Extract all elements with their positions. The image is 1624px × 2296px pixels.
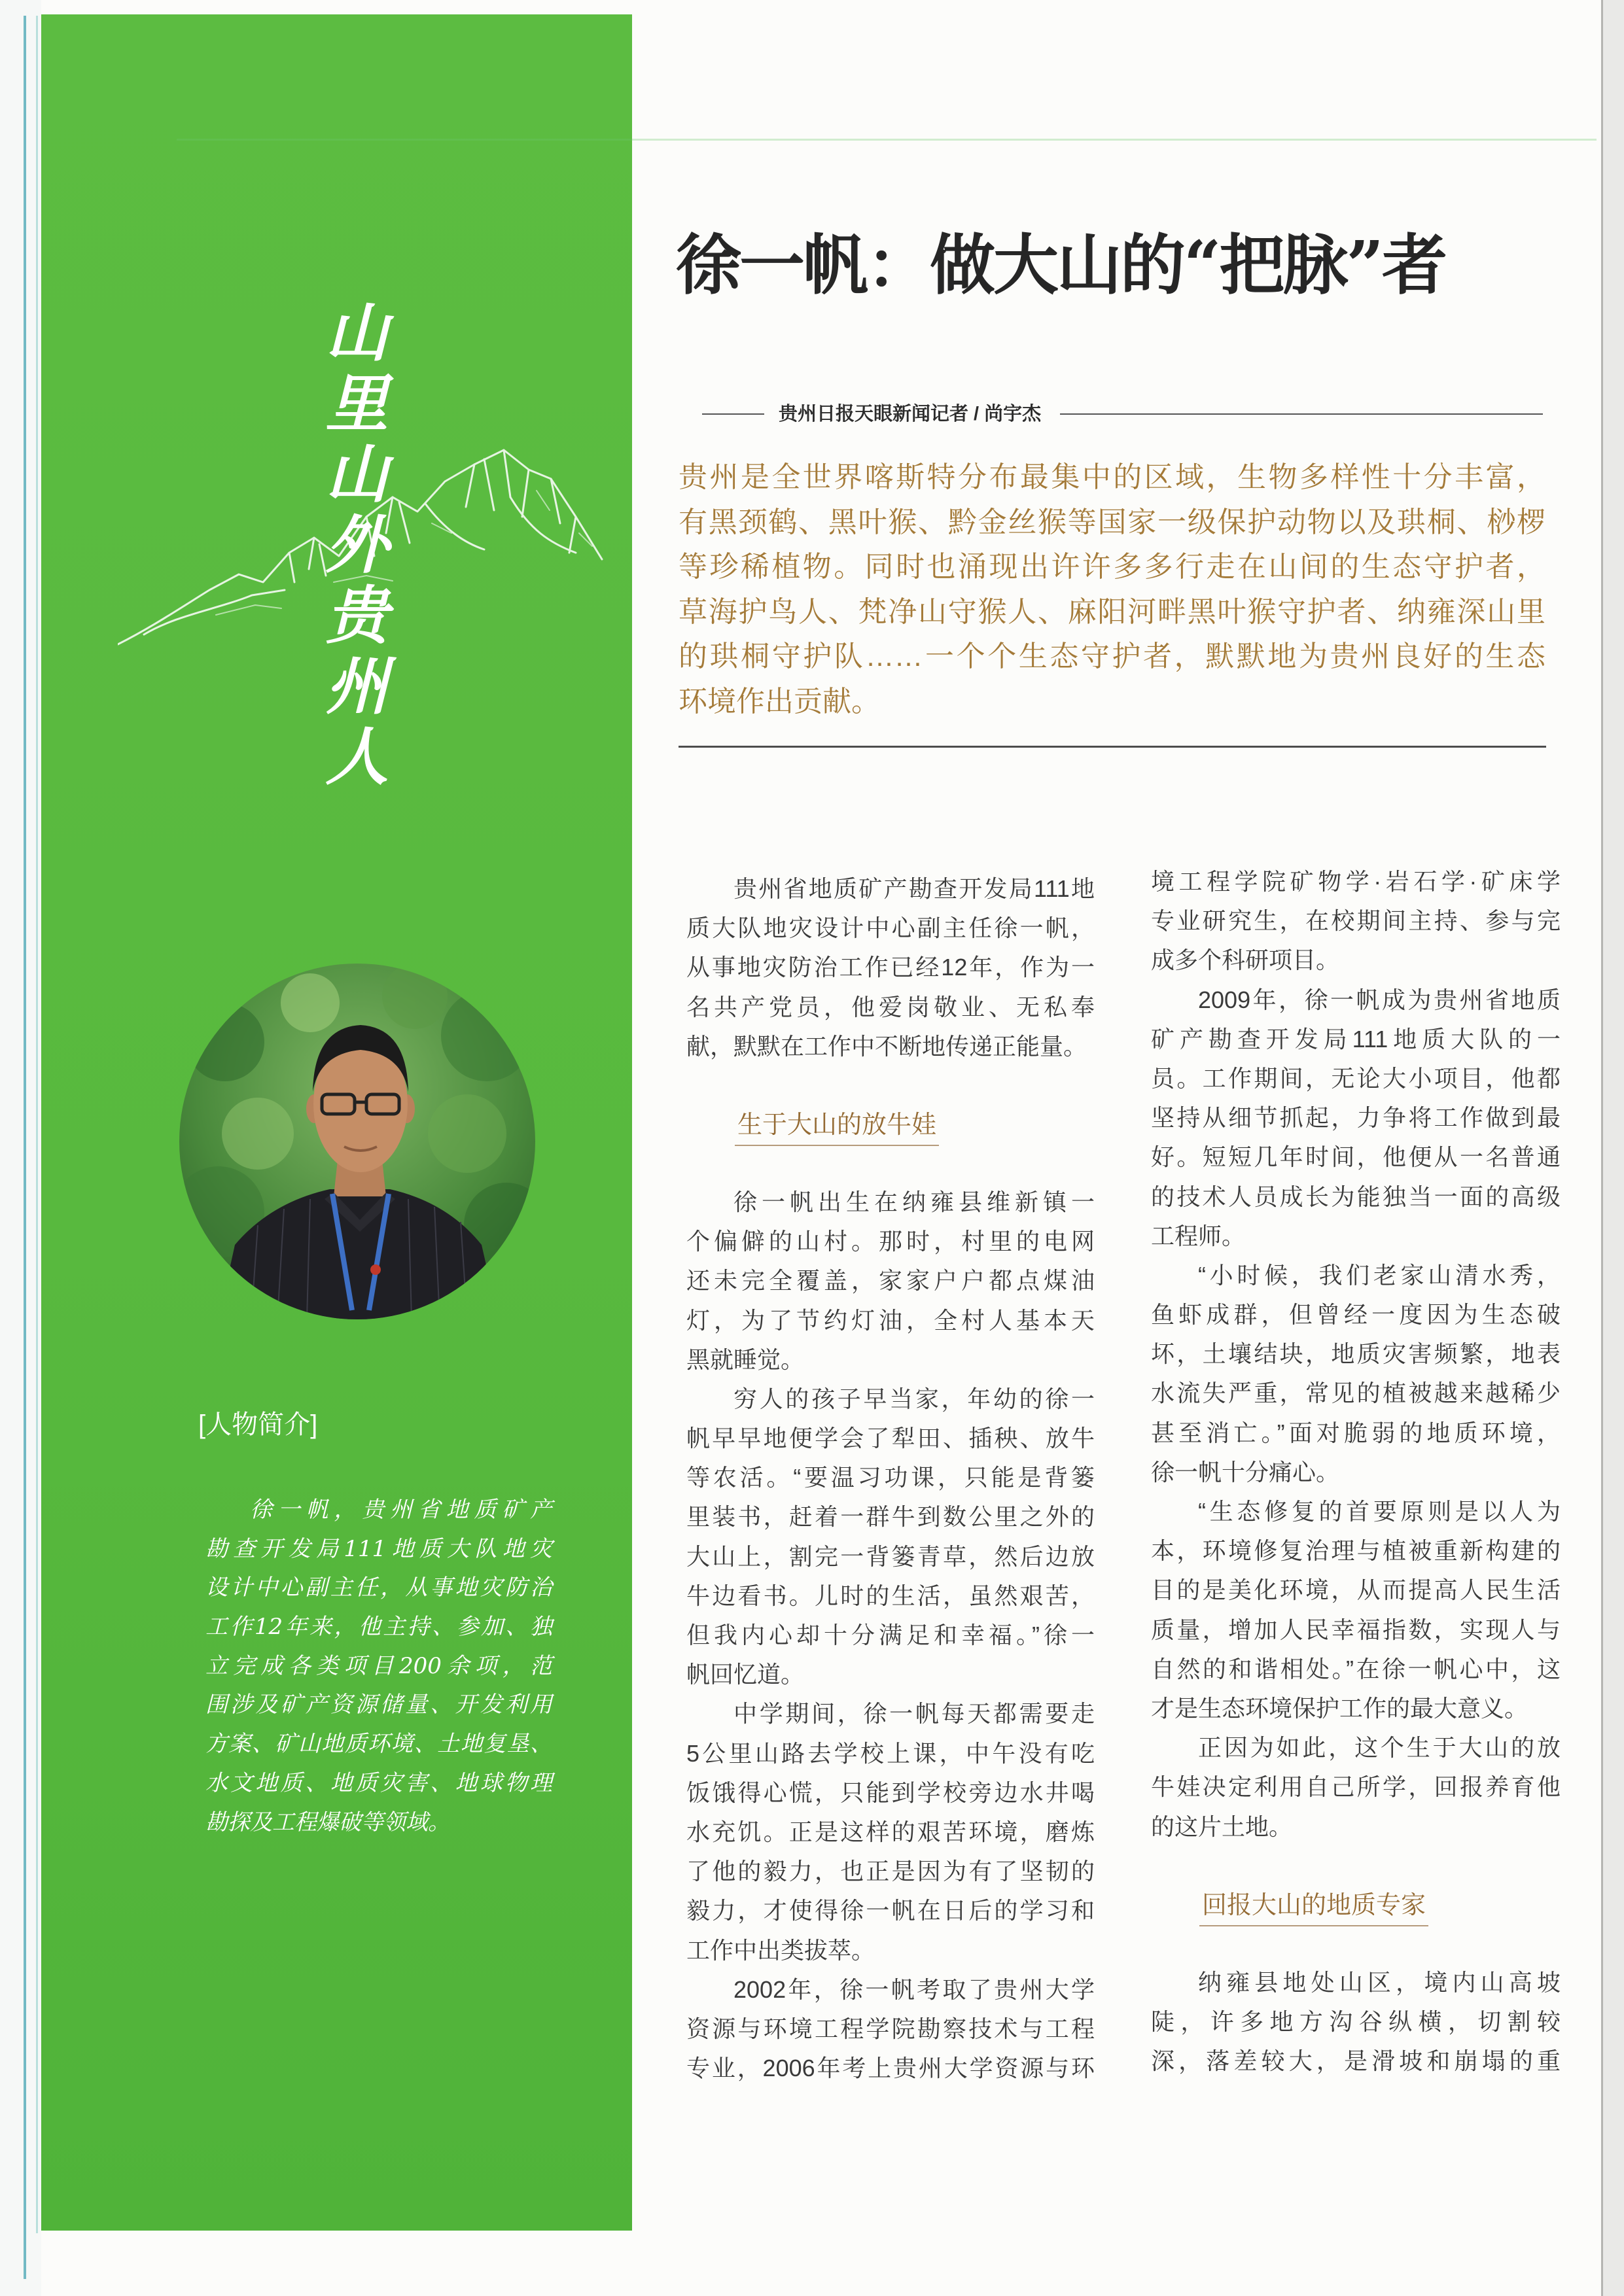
text-line: 水流失严重，常见的植被越来越稀少: [1151, 1380, 1561, 1407]
text-line: 才是生态环境保护工作的最大意义。: [1151, 1694, 1528, 1722]
text-line: 好。短短几年时间，他便从一名普通: [1151, 1143, 1561, 1171]
text-line: 围涉及矿产资源储量、开发利用: [205, 1692, 552, 1718]
paragraph: [686, 1694, 1095, 1970]
intro-divider: [679, 746, 1546, 748]
text-line: 徐一帆十分痛心。: [1151, 1458, 1340, 1486]
paragraph: [686, 869, 1095, 1066]
text-line: 2009年，徐一帆成为贵州省地质: [1198, 986, 1561, 1013]
text-line: “生态修复的首要原则是以人为: [1198, 1498, 1561, 1525]
text-line: 徐一帆出生在纳雍县维新镇一: [733, 1188, 1095, 1215]
profile-text: [205, 1491, 552, 1842]
article-intro: [679, 455, 1545, 724]
text-line: 纳雍县地处山区，境内山高坡: [1198, 1968, 1561, 1996]
page-edge-line: [36, 16, 38, 2233]
paragraph: [1151, 1963, 1561, 2081]
text-line: 还未完全覆盖，家家户户都点煤油: [686, 1267, 1095, 1295]
text-line: 员。工作期间，无论大小项目，他都: [1151, 1064, 1561, 1092]
text-line: 里装书，赶着一群牛到数公里之外的: [686, 1503, 1095, 1531]
text-line: 名共产党员，他爱岗敬业、无私奉: [686, 993, 1095, 1020]
text-line: 了他的毅力，也正是因为有了坚韧的: [686, 1858, 1095, 1885]
text-line: 徐一帆，贵州省地质矿产: [250, 1497, 552, 1523]
text-line: 陡，许多地方沟谷纵横，切割较: [1151, 2008, 1561, 2035]
paragraph: [205, 1491, 552, 1842]
text-line: 本，环境修复治理与植被重新构建的: [1151, 1537, 1561, 1565]
text-line: 自然的和谐相处。”在徐一帆心中，这: [1151, 1655, 1561, 1682]
paragraph: [686, 1183, 1095, 1380]
paragraph: [686, 1380, 1095, 1695]
text-line: 质大队地灾设计中心副主任徐一帆，: [686, 914, 1095, 942]
paragraph: [686, 1970, 1095, 2089]
text-line: 勘查开发局111地质大队地灾: [205, 1535, 552, 1562]
section-heading-text: 回报大山的地质专家: [1199, 1890, 1428, 1926]
text-line: 的这片土地。: [1151, 1813, 1293, 1840]
text-line: 水文地质、地质灾害、地球物理: [205, 1769, 552, 1796]
text-line: 黑就睡觉。: [686, 1346, 805, 1373]
section-heading: [686, 1066, 1095, 1183]
body-column-1: [686, 869, 1095, 2088]
text-line: 但我内心却十分满足和幸福。”徐一: [686, 1622, 1095, 1648]
paragraph: [1151, 1728, 1561, 1847]
profile-heading: [人物简介]: [198, 1410, 318, 1439]
text-line: 工作12年来，他主持、参加、独: [205, 1614, 552, 1641]
byline: 贵州日报天眼新闻记者 / 尚宇杰: [779, 404, 1042, 425]
paragraph: [1151, 1256, 1561, 1492]
paragraph: [1151, 981, 1561, 1256]
text-line: 立完成各类项目200余项，范: [205, 1652, 552, 1679]
text-line: 设计中心副主任，从事地灾防治: [205, 1574, 552, 1601]
text-line: 牛边看书。儿时的生活，虽然艰苦，: [686, 1582, 1095, 1609]
article-title: 徐一帆：做大山的“把脉”者: [676, 226, 1446, 304]
text-line: 工程师。: [1151, 1222, 1246, 1249]
portrait-photo: [179, 964, 535, 1319]
text-line: 坚持从细节抓起，力争将工作做到最: [1151, 1104, 1561, 1132]
text-line: 5公里山路去学校上课，中午没有吃: [686, 1739, 1095, 1767]
section-heading: [1151, 1847, 1561, 1963]
column-name-vertical: 山里山外贵州人: [315, 300, 389, 794]
text-line: 2002年，徐一帆考取了贵州大学: [733, 1975, 1095, 2003]
text-line: 饭饿得心慌，只能到学校旁边水井喝: [686, 1779, 1095, 1806]
text-line: 牛娃决定利用自己所学，回报养育他: [1151, 1773, 1561, 1801]
byline-rule-right: [1060, 413, 1543, 415]
text-line: 甚至消亡。”面对脆弱的地质环境，: [1151, 1419, 1561, 1446]
text-line: 中学期间，徐一帆每天都需要走: [733, 1700, 1095, 1728]
byline-rule-left: [702, 413, 764, 415]
text-line: 勘探及工程爆破等领域。: [205, 1809, 450, 1835]
text-line: 贵州省地质矿产勘查开发局111地: [733, 875, 1095, 902]
text-line: 资源与环境工程学院勘察技术与工程: [686, 2015, 1095, 2042]
text-line: “小时候，我们老家山清水秀，: [1198, 1261, 1561, 1289]
text-line: 专业，2006年考上贵州大学资源与环: [686, 2055, 1095, 2082]
text-line: 鱼虾成群，但曾经一度因为生态破: [1151, 1301, 1561, 1329]
text-line: 矿产勘查开发局111地质大队的一: [1151, 1025, 1561, 1052]
text-line: 帆早早地便学会了犁田、插秧、放牛: [686, 1425, 1095, 1452]
text-line: 的技术人员成长为能独当一面的高级: [1151, 1183, 1561, 1210]
text-line: 毅力，才使得徐一帆在日后的学习和: [686, 1897, 1095, 1924]
text-line: 工作中出类拔萃。: [686, 1936, 875, 1964]
paragraph: [1151, 1492, 1561, 1728]
text-line: 献，默默在工作中不断地传递正能量。: [686, 1032, 1087, 1060]
scan-left-margin: [0, 0, 41, 2296]
paragraph: [1151, 862, 1561, 981]
text-line: 水充饥。正是这样的艰苦环境，磨炼: [686, 1818, 1095, 1845]
text-line: 有黑颈鹤、黑叶猴、黔金丝猴等国家一级保护动物以及珙桐、桫椤: [679, 506, 1545, 538]
text-line: 方案、矿山地质环境、土地复垦、: [205, 1731, 552, 1758]
text-line: 成多个科研项目。: [1151, 947, 1340, 974]
text-line: 境工程学院矿物学·岩石学·矿床学: [1151, 868, 1561, 895]
text-line: 贵州是全世界喀斯特分布最集中的区域，生物多样性十分丰富，: [679, 461, 1545, 493]
body-column-2: [1151, 862, 1561, 2081]
text-line: 正因为如此，这个生于大山的放: [1198, 1734, 1561, 1762]
text-line: 的珙桐守护队……一个个生态守护者，默默地为贵州良好的生态: [679, 640, 1545, 672]
paragraph: [679, 455, 1545, 724]
text-line: 坏，土壤结块，地质灾害频繁，地表: [1151, 1340, 1561, 1368]
text-line: 环境作出贡献。: [679, 685, 880, 718]
text-line: 个偏僻的山村。那时，村里的电网: [686, 1228, 1095, 1255]
text-line: 草海护鸟人、梵净山守猴人、麻阳河畔黑叶猴守护者、纳雍深山里: [679, 595, 1545, 628]
text-line: 目的是美化环境，从而提高人民生活: [1151, 1576, 1561, 1604]
text-line: 深，落差较大，是滑坡和崩塌的重: [1151, 2047, 1561, 2075]
page-edge-line: [24, 16, 26, 2279]
scan-right-margin: [1601, 0, 1624, 2296]
text-line: 等农活。“要温习功课，只能是背篓: [686, 1464, 1095, 1491]
text-line: 等珍稀植物。同时也涌现出许许多多行走在山间的生态守护者，: [679, 551, 1545, 583]
text-line: 专业研究生，在校期间主持、参与完: [1151, 907, 1561, 935]
text-line: 穷人的孩子早当家，年幼的徐一: [733, 1385, 1095, 1412]
text-line: 从事地灾防治工作已经12年，作为一: [686, 954, 1095, 981]
text-line: 灯，为了节约灯油，全村人基本天: [686, 1306, 1095, 1334]
scan-artifact-line: [177, 139, 1597, 141]
text-line: 大山上，割完一背篓青草，然后边放: [686, 1542, 1095, 1570]
text-line: 质量，增加人民幸福指数，实现人与: [1151, 1616, 1561, 1643]
text-line: 帆回忆道。: [686, 1661, 805, 1688]
section-heading-text: 生于大山的放牛娃: [735, 1109, 939, 1146]
